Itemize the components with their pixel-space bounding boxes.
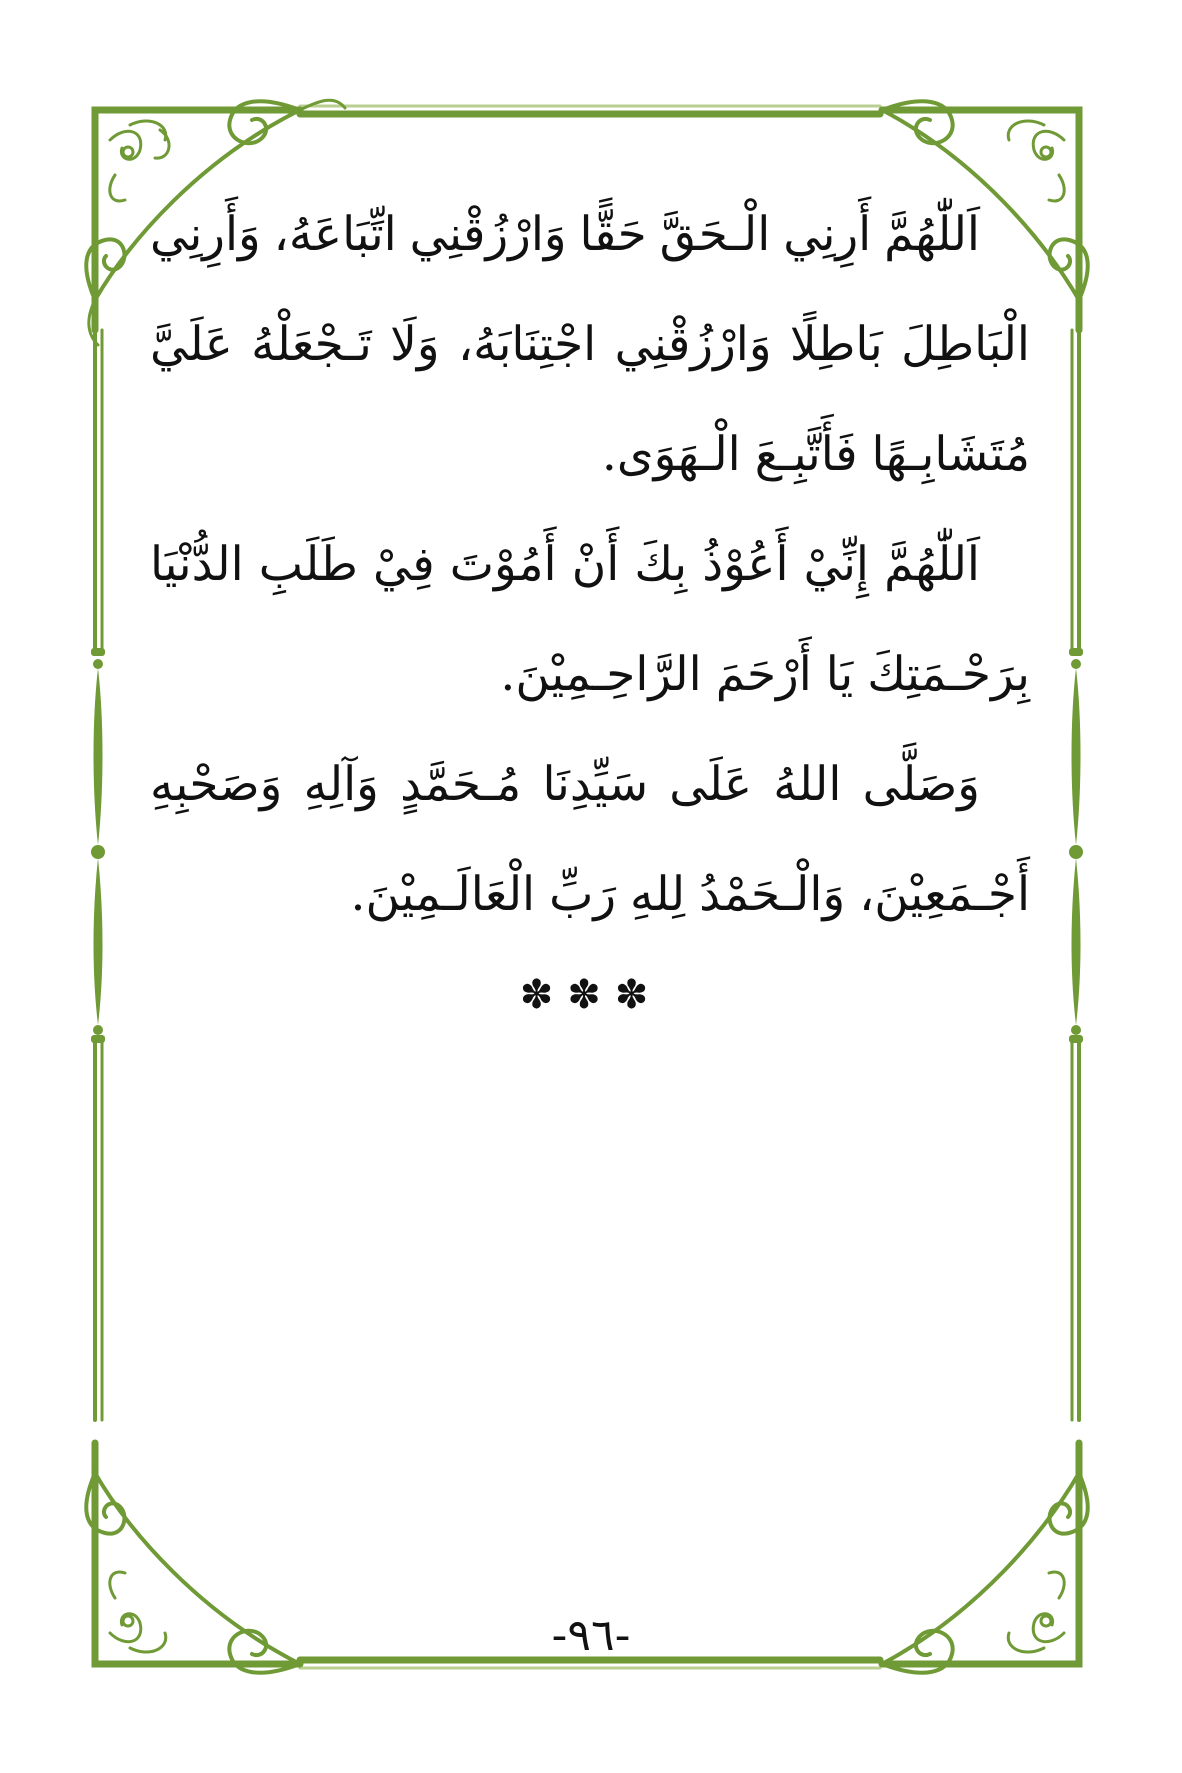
word: تَـجْعَلْهُ bbox=[251, 317, 372, 372]
word: اجْتِنَابَهُ، bbox=[457, 317, 597, 372]
word: طَلَبِ bbox=[258, 537, 358, 592]
word: وَلَا bbox=[390, 317, 440, 372]
page-number: -٩٦- bbox=[551, 1610, 631, 1661]
text-line bbox=[150, 730, 1030, 840]
word: لِلهِ bbox=[630, 867, 686, 922]
word: فِيْ bbox=[373, 537, 435, 592]
word: مُـحَمَّدٍ bbox=[400, 757, 522, 812]
word: وَصَحْبِهِ bbox=[150, 757, 283, 812]
word: حَقًّا bbox=[579, 207, 647, 262]
word: سَيِّدِنَا bbox=[542, 757, 649, 812]
word: أَنْ bbox=[571, 537, 620, 592]
text-line bbox=[150, 180, 1030, 290]
word: الْـحَقَّ bbox=[659, 207, 771, 262]
text-line bbox=[150, 620, 1030, 730]
word: اللهُ bbox=[773, 757, 842, 812]
word: وَالْـحَمْدُ bbox=[699, 867, 846, 922]
word: أَمُوْتَ bbox=[449, 537, 557, 592]
word: أَرِنِي bbox=[783, 207, 872, 262]
word: أَجْـمَعِيْنَ، bbox=[859, 867, 1030, 922]
word: فَأَتَّبِـعَ bbox=[754, 427, 858, 482]
text-line bbox=[150, 290, 1030, 400]
word: وَارْزُقْنِي bbox=[409, 207, 567, 262]
word: إِنِّيْ bbox=[803, 537, 869, 592]
word: أَعُوْذُ bbox=[702, 537, 789, 592]
word: الْبَاطِلَ bbox=[901, 317, 1030, 372]
word: وَصَلَّى bbox=[862, 757, 980, 812]
word: وَارْزُقْنِي bbox=[614, 317, 772, 372]
word: بِكَ bbox=[634, 537, 688, 592]
word: أَرْحَمَ bbox=[715, 647, 812, 702]
word: عَلَيَّ bbox=[150, 317, 233, 372]
word: عَلَى bbox=[669, 757, 753, 812]
word: اَللّٰهُمَّ bbox=[884, 207, 980, 262]
text-line bbox=[150, 400, 1030, 510]
word: الْعَالَـمِيْنَ. bbox=[350, 867, 536, 922]
word: مُتَشَابِـهًا bbox=[871, 427, 1030, 482]
section-separator: ✽✽✽ bbox=[519, 972, 663, 1018]
word: وَأَرِنِي bbox=[150, 207, 261, 262]
word: الرَّاحِـمِيْنَ. bbox=[500, 647, 702, 702]
word: رَبِّ bbox=[549, 867, 617, 922]
word: الْـهَوَى. bbox=[601, 427, 741, 482]
word: اَللّٰهُمَّ bbox=[884, 537, 980, 592]
supplication-text bbox=[150, 180, 1030, 950]
word: بِرَحْـمَتِكَ bbox=[867, 647, 1030, 702]
text-line bbox=[150, 510, 1030, 620]
word: بَاطِلًا bbox=[789, 317, 883, 372]
word: يَا bbox=[825, 647, 854, 702]
word: وَآلِهِ bbox=[303, 757, 379, 812]
word: الدُّنْيَا bbox=[150, 537, 244, 592]
text-line bbox=[150, 840, 1030, 950]
word: اتِّبَاعَهُ، bbox=[273, 207, 397, 262]
